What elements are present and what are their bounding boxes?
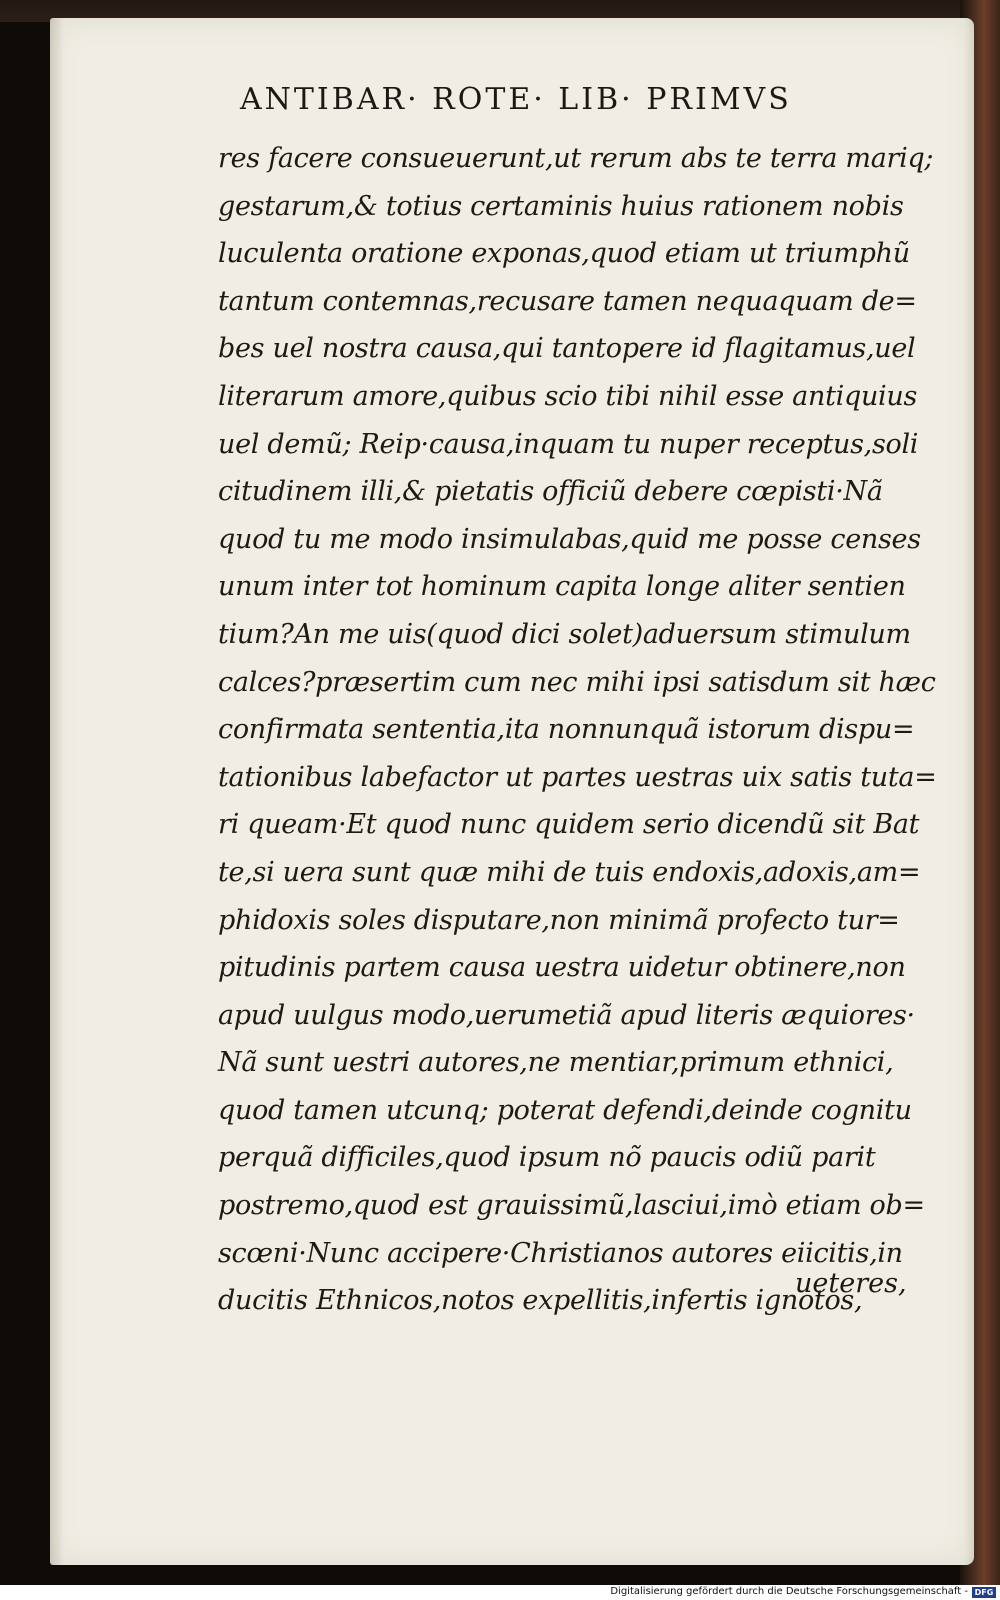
text-line: confirmata sententia,ita nonnunquã istorum dispu= bbox=[218, 714, 915, 746]
gutter-shadow bbox=[50, 18, 64, 1565]
text-line: scœni·Nunc accipere·Christianos autores eiicitis,in bbox=[218, 1237, 903, 1269]
text-line: tium?An me uis(quod dici solet)aduersum stimulum bbox=[218, 618, 911, 650]
text-line: calces?præsertim cum nec mihi ipsi satisdum sit hæc bbox=[218, 666, 936, 698]
text-line: postremo,quod est grauissimũ,lasciui,imò etiam ob= bbox=[218, 1190, 925, 1222]
text-line: apud uulgus modo,uerumetiã apud literis æquiores· bbox=[218, 999, 915, 1031]
text-line: pitudinis partem causa uestra uidetur obtinere,non bbox=[218, 952, 906, 984]
text-line: perquã difficiles,quod ipsum nõ paucis odiũ parit bbox=[218, 1142, 876, 1174]
text-line: phidoxis soles disputare,non minimã profecto tur= bbox=[218, 904, 900, 936]
text-line: unum inter tot hominum capita longe aliter sentien bbox=[218, 571, 906, 603]
dfg-logo-icon: DFG bbox=[972, 1587, 996, 1598]
catchword: ueteres, bbox=[795, 1268, 907, 1299]
text-line: literarum amore,quibus scio tibi nihil esse antiquius bbox=[218, 380, 918, 412]
text-line: Nã sunt uestri autores,ne mentiar,primum ethnici, bbox=[218, 1047, 894, 1079]
text-line: quod tu me modo insimulabas,quid me posse censes bbox=[218, 523, 921, 555]
text-line: bes uel nostra causa,qui tantopere id flagitamus,uel bbox=[218, 333, 916, 365]
footer-credit: Digitalisierung gefördert durch die Deutsche Forschungsgemeinschaft - bbox=[610, 1586, 968, 1597]
running-head: ANTIBAR· ROTE· LIB· PRIMVS bbox=[240, 82, 792, 117]
text-line: quod tamen utcunq; poterat defendi,deinde cognitu bbox=[218, 1094, 912, 1126]
text-line: tationibus labefactor ut partes uestras uix satis tuta= bbox=[218, 761, 937, 793]
text-line: tantum contemnas,recusare tamen nequaquam de= bbox=[218, 285, 917, 317]
page-edge bbox=[964, 18, 974, 1565]
text-line: uel demũ; Reip·causa,inquam tu nuper receptus,soli bbox=[218, 428, 919, 460]
text-line: citudinem illi,& pietatis officiũ debere cœpisti·Nã bbox=[218, 476, 883, 508]
text-line: ducitis Ethnicos,notos expellitis,infertis ignotos, bbox=[218, 1285, 863, 1317]
text-line: te,si uera sunt quæ mihi de tuis endoxis,adoxis,am= bbox=[218, 856, 921, 888]
text-line: res facere consueuerunt,ut rerum abs te terra mariq; bbox=[218, 143, 934, 174]
body-text bbox=[218, 135, 937, 1325]
text-line: gestarum,& totius certaminis huius rationem nobis bbox=[218, 190, 904, 222]
text-line: luculenta oratione exponas,quod etiam ut triumphũ bbox=[218, 238, 910, 270]
text-line: ri queam·Et quod nunc quidem serio dicendũ sit Bat bbox=[218, 809, 920, 841]
